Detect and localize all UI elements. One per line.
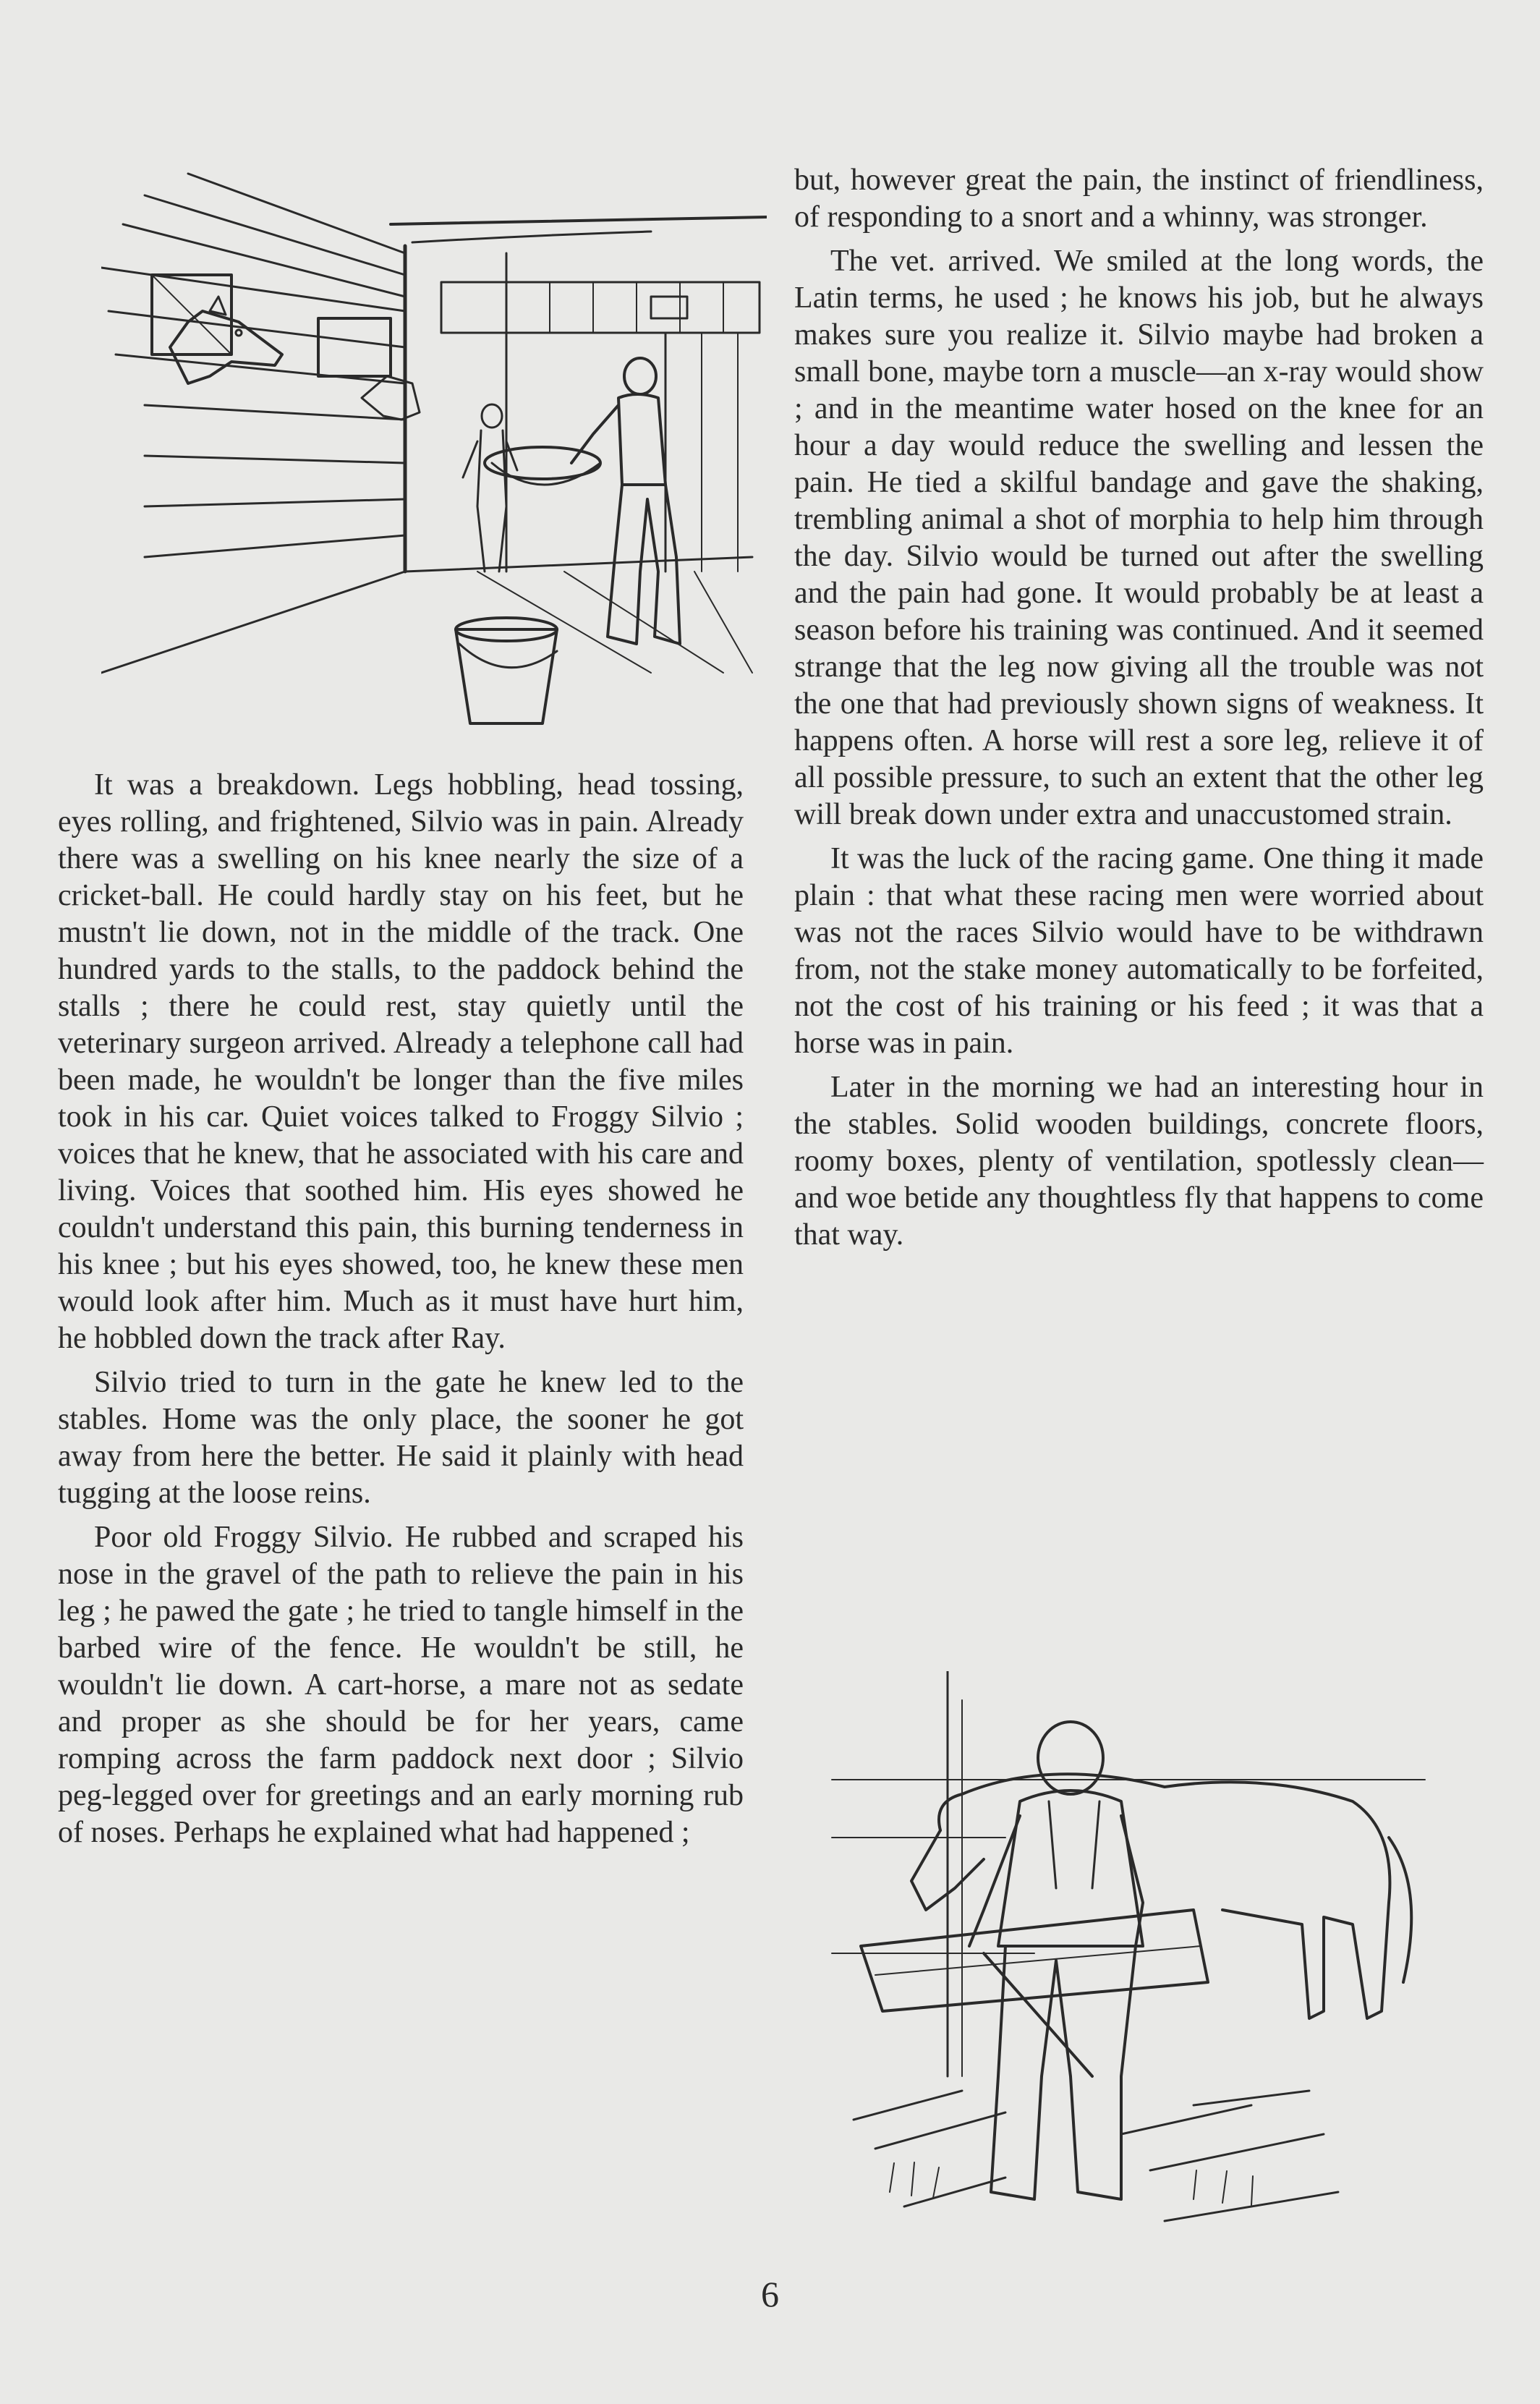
left-paragraph-2: Silvio tried to turn in the gate he knew led to the stables. Home was the only place, the sooner he got away from here the better. He said it plainly with head tugging at the loose reins.: [58, 1366, 744, 1510]
feeding-sketch-svg: [817, 1671, 1439, 2243]
right-column: [794, 162, 1484, 1261]
right-paragraph-4: Later in the morning we had an interesting hour in the stables. Solid wooden buildings, concrete floors, roomy boxes, plenty of ventilation, spotlessly clean—and woe betide any thoughtless fly that happens to come that way.: [794, 1071, 1484, 1252]
left-paragraph-3: Poor old Froggy Silvio. He rubbed and scraped his nose in the gravel of the path to relieve the pain in his leg ; he pawed the gate ; he tried to tangle himself in the barbed wire of the fence. He wouldn't be still, he wouldn't lie down. A cart-horse, a mare not as sedate and proper as she should be for her years, came romping across the farm paddock next door ; Silvio peg-legged over for greetings and an early morning rub of noses. Perhaps he explained what had happened ;: [58, 1521, 744, 1849]
feeding-illustration: [817, 1671, 1439, 2243]
left-column: [58, 767, 744, 1859]
right-paragraph-1: but, however great the pain, the instinct of friendliness, of responding to a snort and a whinny, was stronger.: [794, 163, 1484, 234]
stable-illustration: [101, 166, 767, 731]
left-paragraph-1: It was a breakdown. Legs hobbling, head tossing, eyes rolling, and frightened, Silvio was in pain. Already there was a swelling on his knee nearly the size of a cricket-ball. He could hardly stay on his feet, but he mustn't lie down, not in the middle of the track. One hundred yards to the stalls, to the paddock behind the stalls ; there he could rest, stay quietly until the veterinary surgeon arrived. Already a telephone call had been made, he wouldn't be longer than the five miles took in his car. Quiet voices talked to Froggy Silvio ; voices that he knew, that he associated with his care and living. Voices that soothed him. His eyes showed he couldn't understand this pain, this burning tenderness in his knee ; but his eyes showed, too, he knew these men would look after him. Much as it must have hurt him, he hobbled down the track after Ray.: [58, 768, 744, 1355]
stable-sketch-svg: [101, 166, 767, 731]
right-paragraph-2: The vet. arrived. We smiled at the long words, the Latin terms, he used ; he knows his job, but he always makes sure you realize it. Silvio maybe had broken a small bone, maybe torn a muscle—an x-ray would show ; and in the meantime water hosed on the knee for an hour a day would reduce the swelling and lessen the pain. He tied a skilful bandage and gave the shaking, trembling animal a shot of morphia to help him through the day. Silvio would be turned out after the swelling and the pain had gone. It would probably be at least a season before his training was continued. And it seemed strange that the leg now giving all the trouble was not the one that had previously shown signs of weakness. It happens often. A horse will rest a sore leg, relieve it of all possible pressure, to such an extent that the other leg will break down under extra and unaccustomed strain.: [794, 245, 1484, 831]
right-paragraph-3: It was the luck of the racing game. One thing it made plain : that what these racing men were worried about was not the races Silvio would have to be withdrawn from, not the stake money automatically to be forfeited, not the cost of his training or his feed ; it was that a horse was in pain.: [794, 842, 1484, 1060]
page-number: 6: [761, 2274, 779, 2314]
